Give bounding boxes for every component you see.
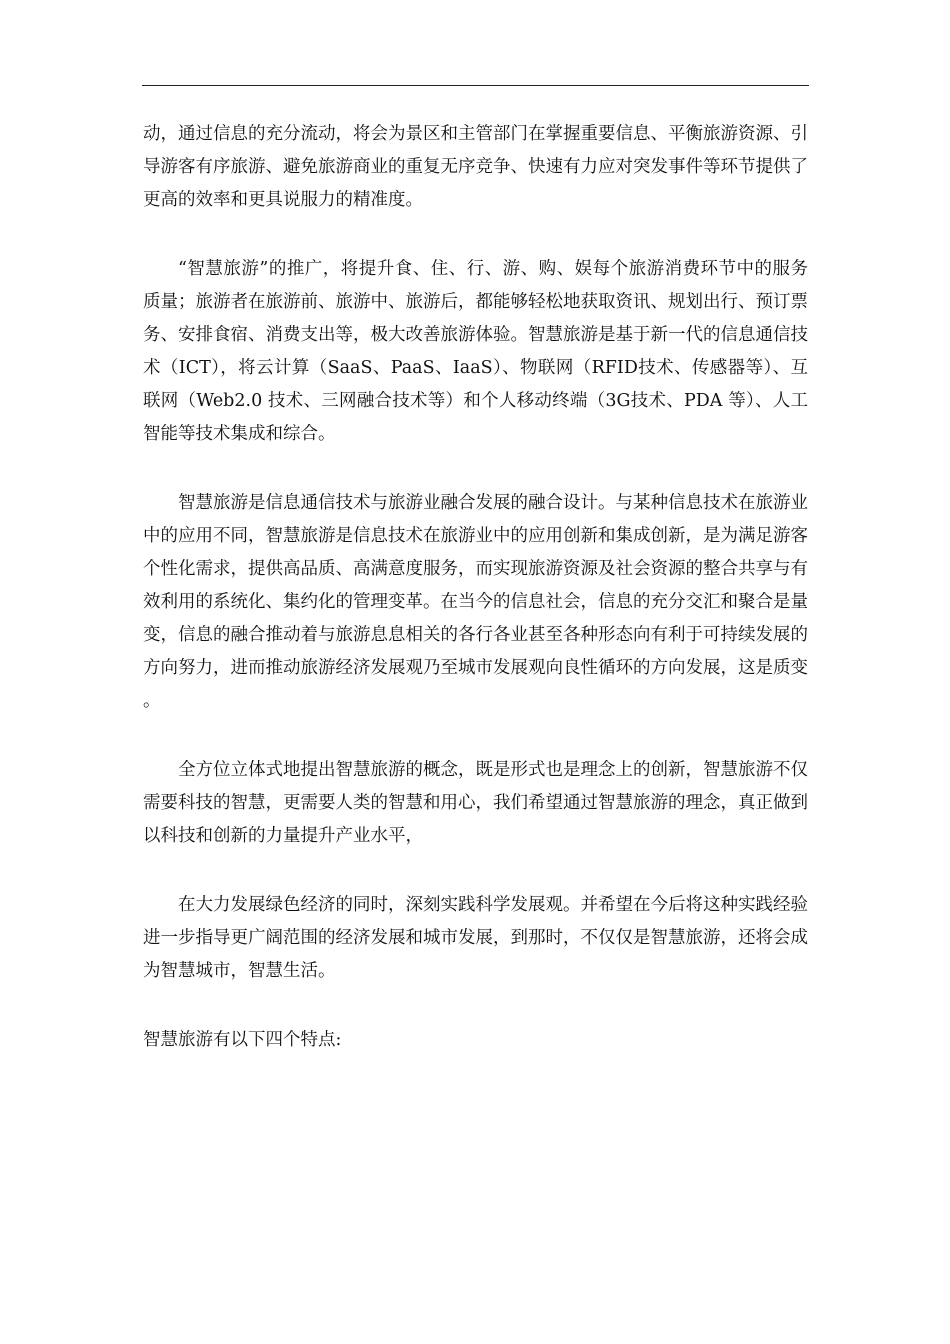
paragraph: “智慧旅游”的推广，将提升食、住、行、游、购、娱每个旅游消费环节中的服务质量；旅游者在旅游前、旅游中、旅游后，都能够轻松地获取资讯、规划出行、预订票务、安排食宿、消费支出等，极大改善旅游体验。智慧旅游是基于新一代的信息通信技术（ICT），将云计算（SaaS、PaaS、IaaS）、物联网（RFID技术、传感器等）、互联网（Web2.0 技术、三网融合技术等）和个人移动终端（3G技术、PDA 等）、人工智能等技术集成和综合。 bbox=[143, 259, 808, 444]
paragraph: 在大力发展绿色经济的同时，深刻实践科学发展观。并希望在今后将这种实践经验进一步指导更广阔范围的经济发展和城市发展，到那时，不仅仅是智慧旅游，还将会成为智慧城市，智慧生活。 bbox=[143, 895, 808, 981]
paragraph: 动，通过信息的充分流动，将会为景区和主管部门在掌握重要信息、平衡旅游资源、引导游客有序旅游、避免旅游商业的重复无序竞争、快速有力应对突发事件等环节提供了更高的效率和更具说服力的精准度。 bbox=[143, 124, 808, 210]
header-rule bbox=[142, 85, 809, 86]
paragraph: 全方位立体式地提出智慧旅游的概念，既是形式也是理念上的创新，智慧旅游不仅需要科技的智慧，更需要人类的智慧和用心，我们希望通过智慧旅游的理念，真正做到以科技和创新的力量提升产业水平， bbox=[143, 760, 808, 846]
document-body bbox=[143, 118, 808, 1057]
paragraph: 智慧旅游是信息通信技术与旅游业融合发展的融合设计。与某种信息技术在旅游业中的应用不同，智慧旅游是信息技术在旅游业中的应用创新和集成创新，是为满足游客个性化需求，提供高品质、高满意度服务，而实现旅游资源及社会资源的整合共享与有效利用的系统化、集约化的管理变革。在当今的信息社会，信息的充分交汇和聚合是量变，信息的融合推动着与旅游息息相关的各行各业甚至各种形态向有利于可持续发展的方向努力，进而推动旅游经济发展观乃至城市发展观向良性循环的方向发展，这是质变。 bbox=[143, 493, 808, 711]
section-heading: 智慧旅游有以下四个特点: bbox=[143, 1030, 342, 1050]
